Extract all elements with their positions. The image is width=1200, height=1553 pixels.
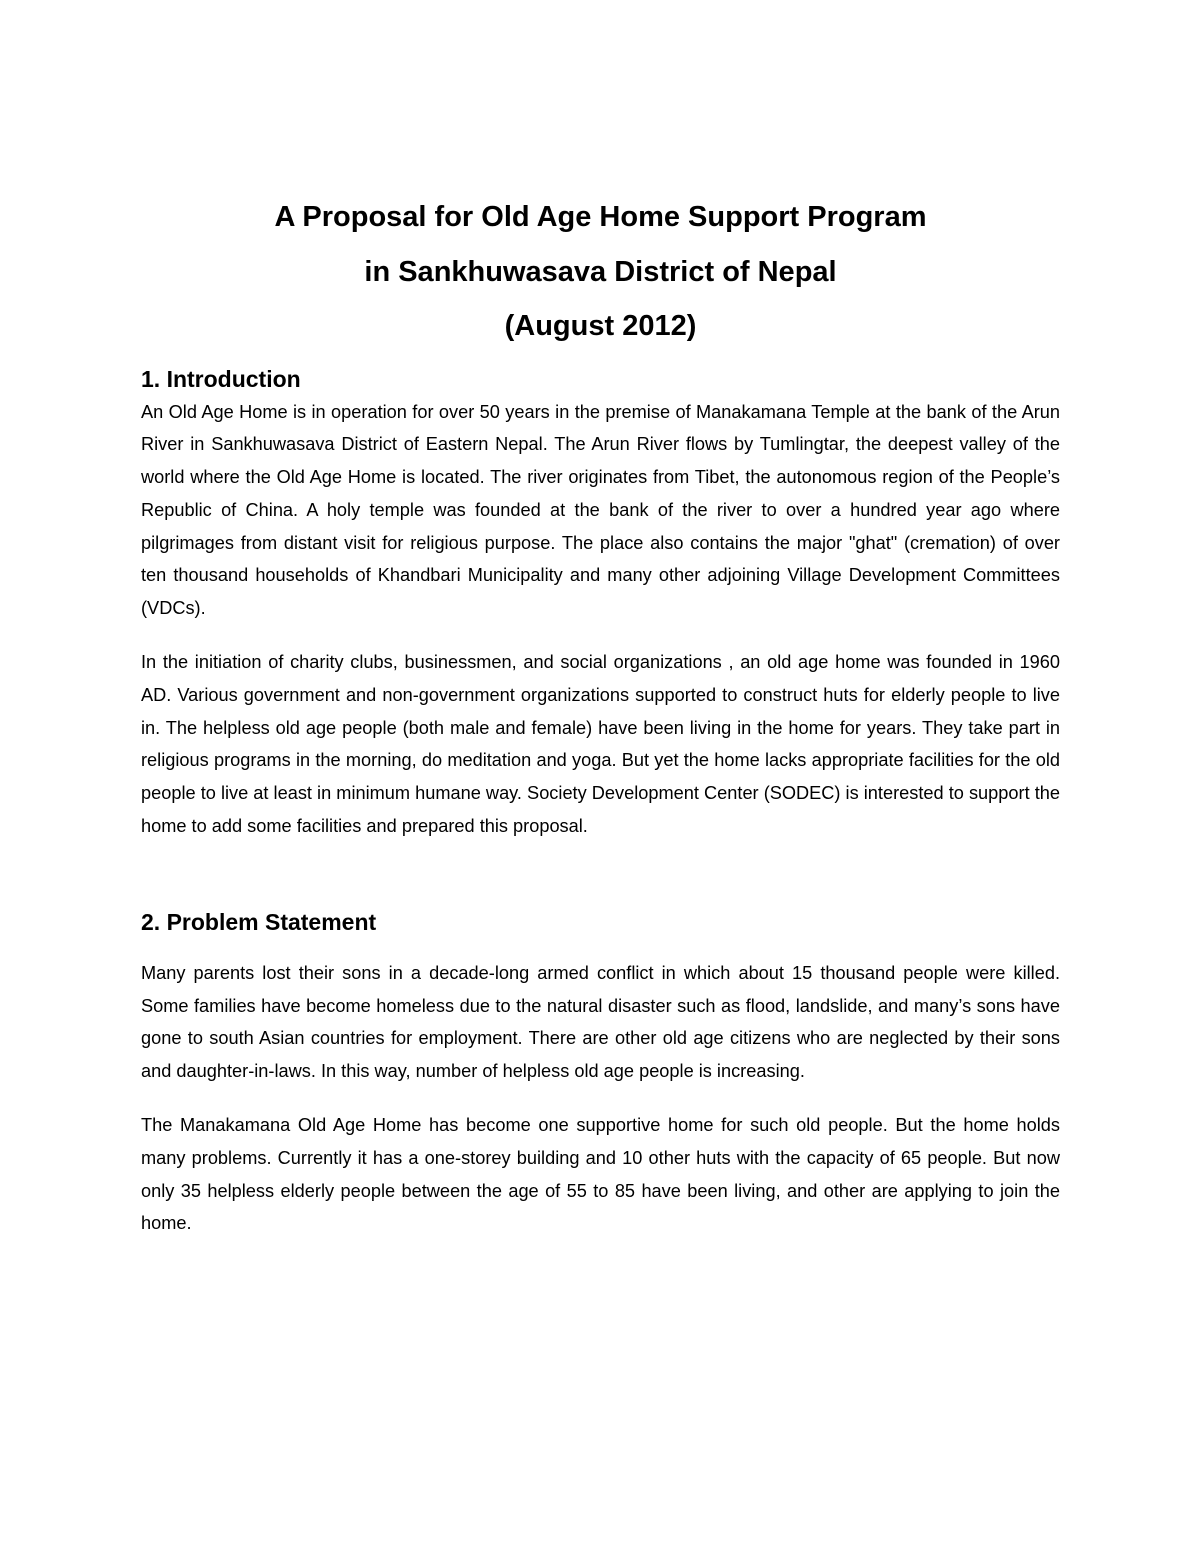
paragraph: Many parents lost their sons in a decade-long armed conflict in which about 15 thousand people were killed. Some families have become homeless due to the natural disaster such as flood, landslide, and many’s sons have gone to south Asian countries for employment. There are other old age citizens who are neglected by their sons and daughter-in-laws. In this way, number of helpless old age people is increasing. [141,962,1060,1082]
title-line-3: (August 2012) [504,310,697,342]
section-heading: 1. Introduction [141,365,301,392]
document-page [141,190,1060,1261]
paragraph: An Old Age Home is in operation for over 50 years in the premise of Manakamana Temple at the bank of the Arun River in Sankhuwasava District of Eastern Nepal. The Arun River flows by Tumlingtar, the deepest valley of the world where the Old Age Home is located. The river originates from Tibet, the autonomous region of the People’s Republic of China. A holy temple was founded at the bank of the river to over a hundred year ago where pilgrimages from distant visit for religious purpose. The place also contains the major "ghat" (cremation) of over ten thousand households of Khandbari Municipality and many other adjoining Village Development Committees (VDCs). [141,401,1060,619]
title-line-1: A Proposal for Old Age Home Support Program [274,201,927,233]
paragraph: The Manakamana Old Age Home has become one supportive home for such old people. But the home holds many problems. Currently it has a one-storey building and 10 other huts with the capacity of 65 people. But now only 35 helpless elderly people between the age of 55 to 85 have been living, and other are applying to join the home. [141,1115,1060,1234]
section-problem-statement [141,905,1060,1240]
section-introduction [141,362,1060,843]
title-line-2: in Sankhuwasava District of Nepal [364,255,837,288]
document-title [141,190,1060,354]
paragraph: In the initiation of charity clubs, businessmen, and social organizations , an old age home was founded in 1960 AD. Various government and non-government organizations supported to construct huts for elderly people to live in. The helpless old age people (both male and female) have been living in the home for years. They take part in religious programs in the morning, do meditation and yoga. But yet the home lacks appropriate facilities for the old people to live at least in minimum humane way. Society Development Center (SODEC) is interested to support the home to add some facilities and prepared this proposal. [141,652,1060,837]
section-heading: 2. Problem Statement [141,908,377,935]
